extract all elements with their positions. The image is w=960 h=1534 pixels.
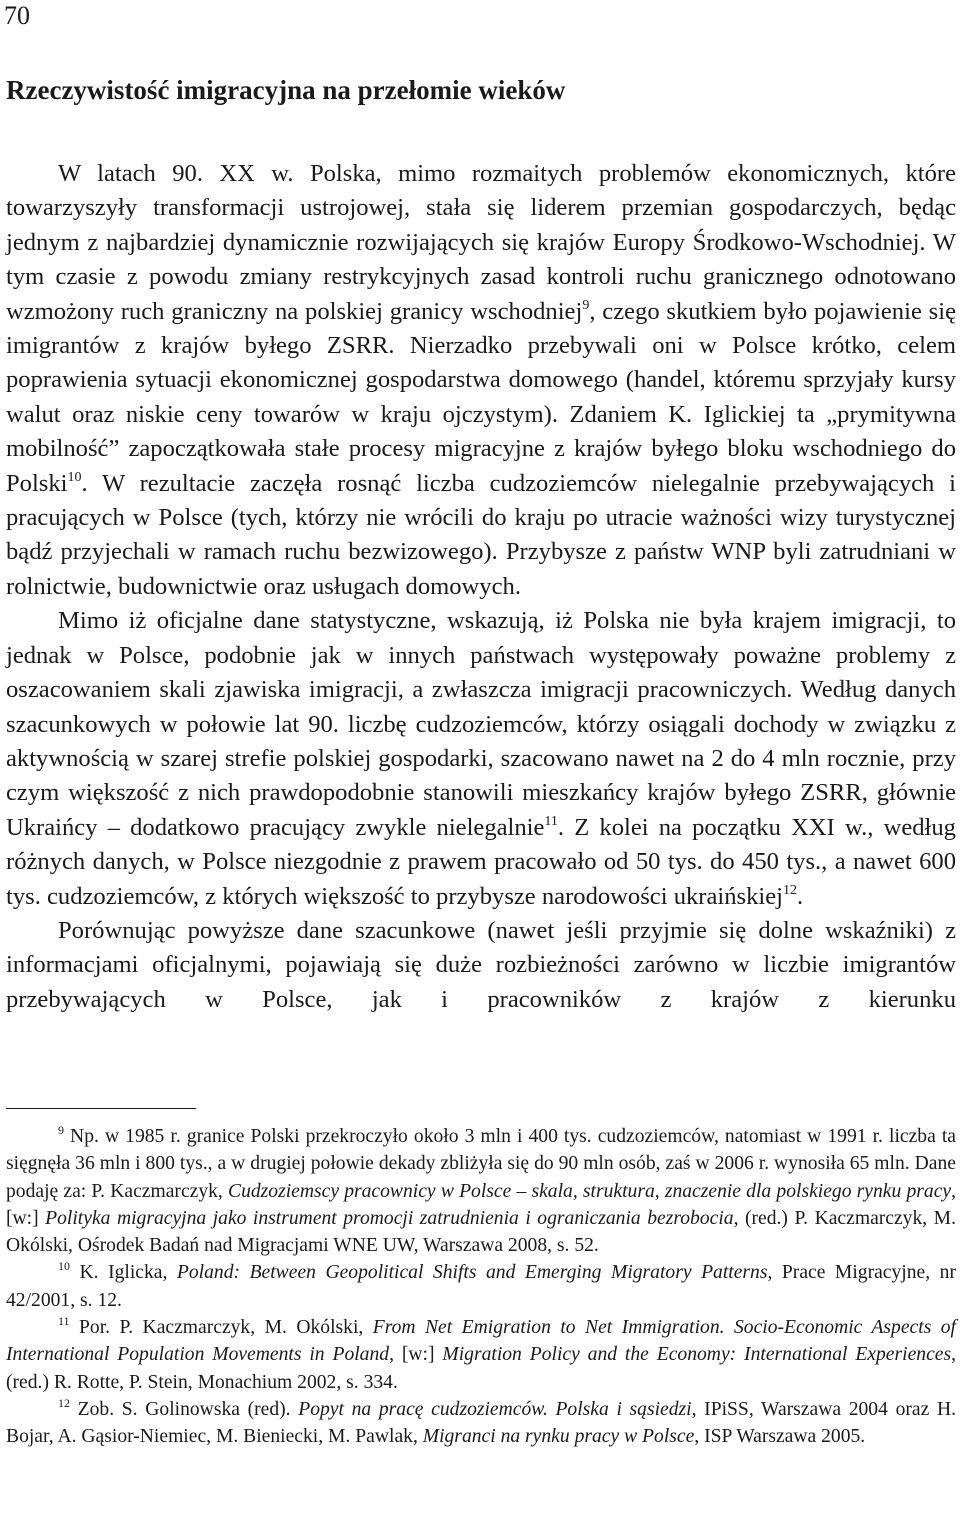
body-text [6, 157, 956, 1017]
text-segment: . W rezultacie zaczęła rosnąć liczba cudzoziemców nielegalnie przebywających i pracujących w Polsce (tych, którzy nie wrócili do kraju po utracie ważności wizy turystycznej bądź przyjechali w ramach ruchu bezwizowego). Przybysze z państw WNP byli zatrudniani w rolnictwie, budownictwie oraz usługach domowych. [6, 469, 956, 600]
footnote-text: , (red.) R. Rotte, P. Stein, Monachium 2002, s. 334. [6, 1344, 956, 1393]
footnote-text: K. Iglicka, [70, 1262, 177, 1284]
footnote-ref: 9 [582, 297, 590, 313]
footnote-text: , ISP Warszawa 2005. [694, 1426, 866, 1448]
text-segment: Porównując powyższe dane szacunkowe (nawet jeśli przyjmie się dolne wskaźniki) z informacjami oficjalnymi, pojawiają się duże rozbieżności zarówno w liczbie imigrantów przebywających w Polsce, jak i pracowników z krajów z kierunku [6, 916, 956, 1013]
paragraph-1 [6, 157, 956, 604]
text-segment: W latach 90. XX w. Polska, mimo rozmaitych problemów ekonomicznych, które towarzyszyły transformacji ustrojowej, stała się liderem przemian gospodarczych, będąc jednym z najbardziej dynamicznie rozwijających się krajów Europy Środkowo-Wschodniej. W tym czasie z powodu zmiany restrykcyjnych zasad kontroli ruchu granicznego odnotowano wzmożony ruch graniczny na polskiej granicy wschodniej [6, 160, 956, 325]
footnotes [6, 1123, 956, 1451]
footnote-11 [6, 1314, 956, 1396]
footnote-text: , [w:] [389, 1344, 443, 1366]
footnote-title: Popyt na pracę cudzoziemców. Polska i sąsiedzi [298, 1398, 692, 1420]
footnote-title: Migration Policy and the Economy: International Experiences [442, 1344, 952, 1366]
footnote-separator [6, 1108, 196, 1109]
footnote-number: 12 [58, 1395, 70, 1410]
footnote-number: 11 [58, 1314, 70, 1329]
footnote-10 [6, 1259, 956, 1314]
footnote-title: From Net Emigration to Net Immigration. Socio-Economic Aspects of International Population Movements in Poland [6, 1317, 956, 1366]
footnote-number: 10 [58, 1259, 70, 1274]
footnote-title: Migranci na rynku pracy w Polsce [422, 1426, 695, 1448]
footnote-text: Zob. S. Golinowska (red). [70, 1398, 299, 1420]
footnote-ref: 10 [67, 469, 82, 485]
footnote-title: Cudzoziemscy pracownicy w Polsce – skala, struktura, znaczenie dla polskiego rynku pracy [228, 1180, 952, 1202]
footnote-9 [6, 1123, 956, 1259]
page-number: 70 [4, 1, 30, 30]
footnote-ref: 11 [544, 813, 558, 829]
footnote-text: Por. P. Kaczmarczyk, M. Okólski, [69, 1317, 373, 1339]
section-title: Rzeczywistość imigracyjna na przełomie wieków [6, 75, 566, 105]
footnote-ref: 12 [782, 882, 797, 898]
footnote-text: , IPiSS, Warszawa 2004 oraz H. Bojar, A. Gąsior-Niemiec, M. Bieniecki, M. Pawlak, [6, 1398, 956, 1448]
footnote-title: Poland: Between Geopolitical Shifts and Emerging Migratory Patterns [176, 1262, 768, 1284]
footnote-text: Np. w 1985 r. granice Polski przekroczyło około 3 mln i 400 tys. cudzoziemców, natomiast w 1991 r. liczba ta sięgnęła 36 mln i 800 tys., a w drugiej połowie dekady zbliżyła się do 90 mln osób, zaś w 2006 r. wynosiła 65 mln. Dane podaję za: P. Kaczmarczyk, [6, 1126, 956, 1202]
text-segment: Mimo iż oficjalne dane statystyczne, wskazują, iż Polska nie była krajem imigracji, to jednak w Polsce, podobnie jak w innych państwach występowały poważne problemy z oszacowaniem skali zjawiska imigracji, a zwłaszcza imigracji pracowniczych. Według danych szacunkowych w połowie lat 90. liczbę cudzoziemców, którzy osiągali dochody w związku z aktywnością w szarej strefie polskiej gospodarki, szacowano nawet na 2 do 4 mln rocznie, przy czym większość z nich prawdopodobnie stanowili mieszkańcy krajów byłego ZSRR, głównie Ukraińcy – dodatkowo pracujący zwykle nielegalnie [6, 607, 956, 841]
footnote-number: 9 [58, 1123, 64, 1137]
text-segment: . [796, 882, 804, 910]
footnote-text: , Prace Migracyjne, nr 42/2001, s. 12. [6, 1262, 956, 1311]
footnote-title: Polityka migracyjna jako instrument promocji zatrudnienia i ograniczania bezrobocia [45, 1207, 734, 1229]
paragraph-3 [6, 914, 956, 1017]
text-segment: . Z kolei na początku XXI w., według różnych danych, w Polsce niezgodnie z prawem pracowało od 50 tys. do 450 tys., a nawet 600 tys. cudzoziemców, z których większość to przybysze narodowości ukraińskiej [6, 813, 956, 910]
footnote-12 [6, 1396, 956, 1451]
footnote-text: , [w:] [6, 1180, 956, 1229]
paragraph-2 [6, 604, 956, 914]
text-segment: , czego skutkiem było pojawienie się imigrantów z krajów byłego ZSRR. Nierzadko przebywali oni w Polsce krótko, celem poprawienia sytuacji ekonomicznej gospodarstwa domowego (handel, któremu sprzyjały kursy walut oraz niskie ceny towarów w kraju ojczystym). Zdaniem K. Iglickiej ta „prymitywna mobilność” zapoczątkowała stałe procesy migracyjne z krajów byłego bloku wschodniego do Polski [6, 297, 956, 497]
footnote-text: , (red.) P. Kaczmarczyk, M. Okólski, Ośrodek Badań nad Migracjami WNE UW, Warszawa 2008, s. 52. [6, 1207, 956, 1257]
